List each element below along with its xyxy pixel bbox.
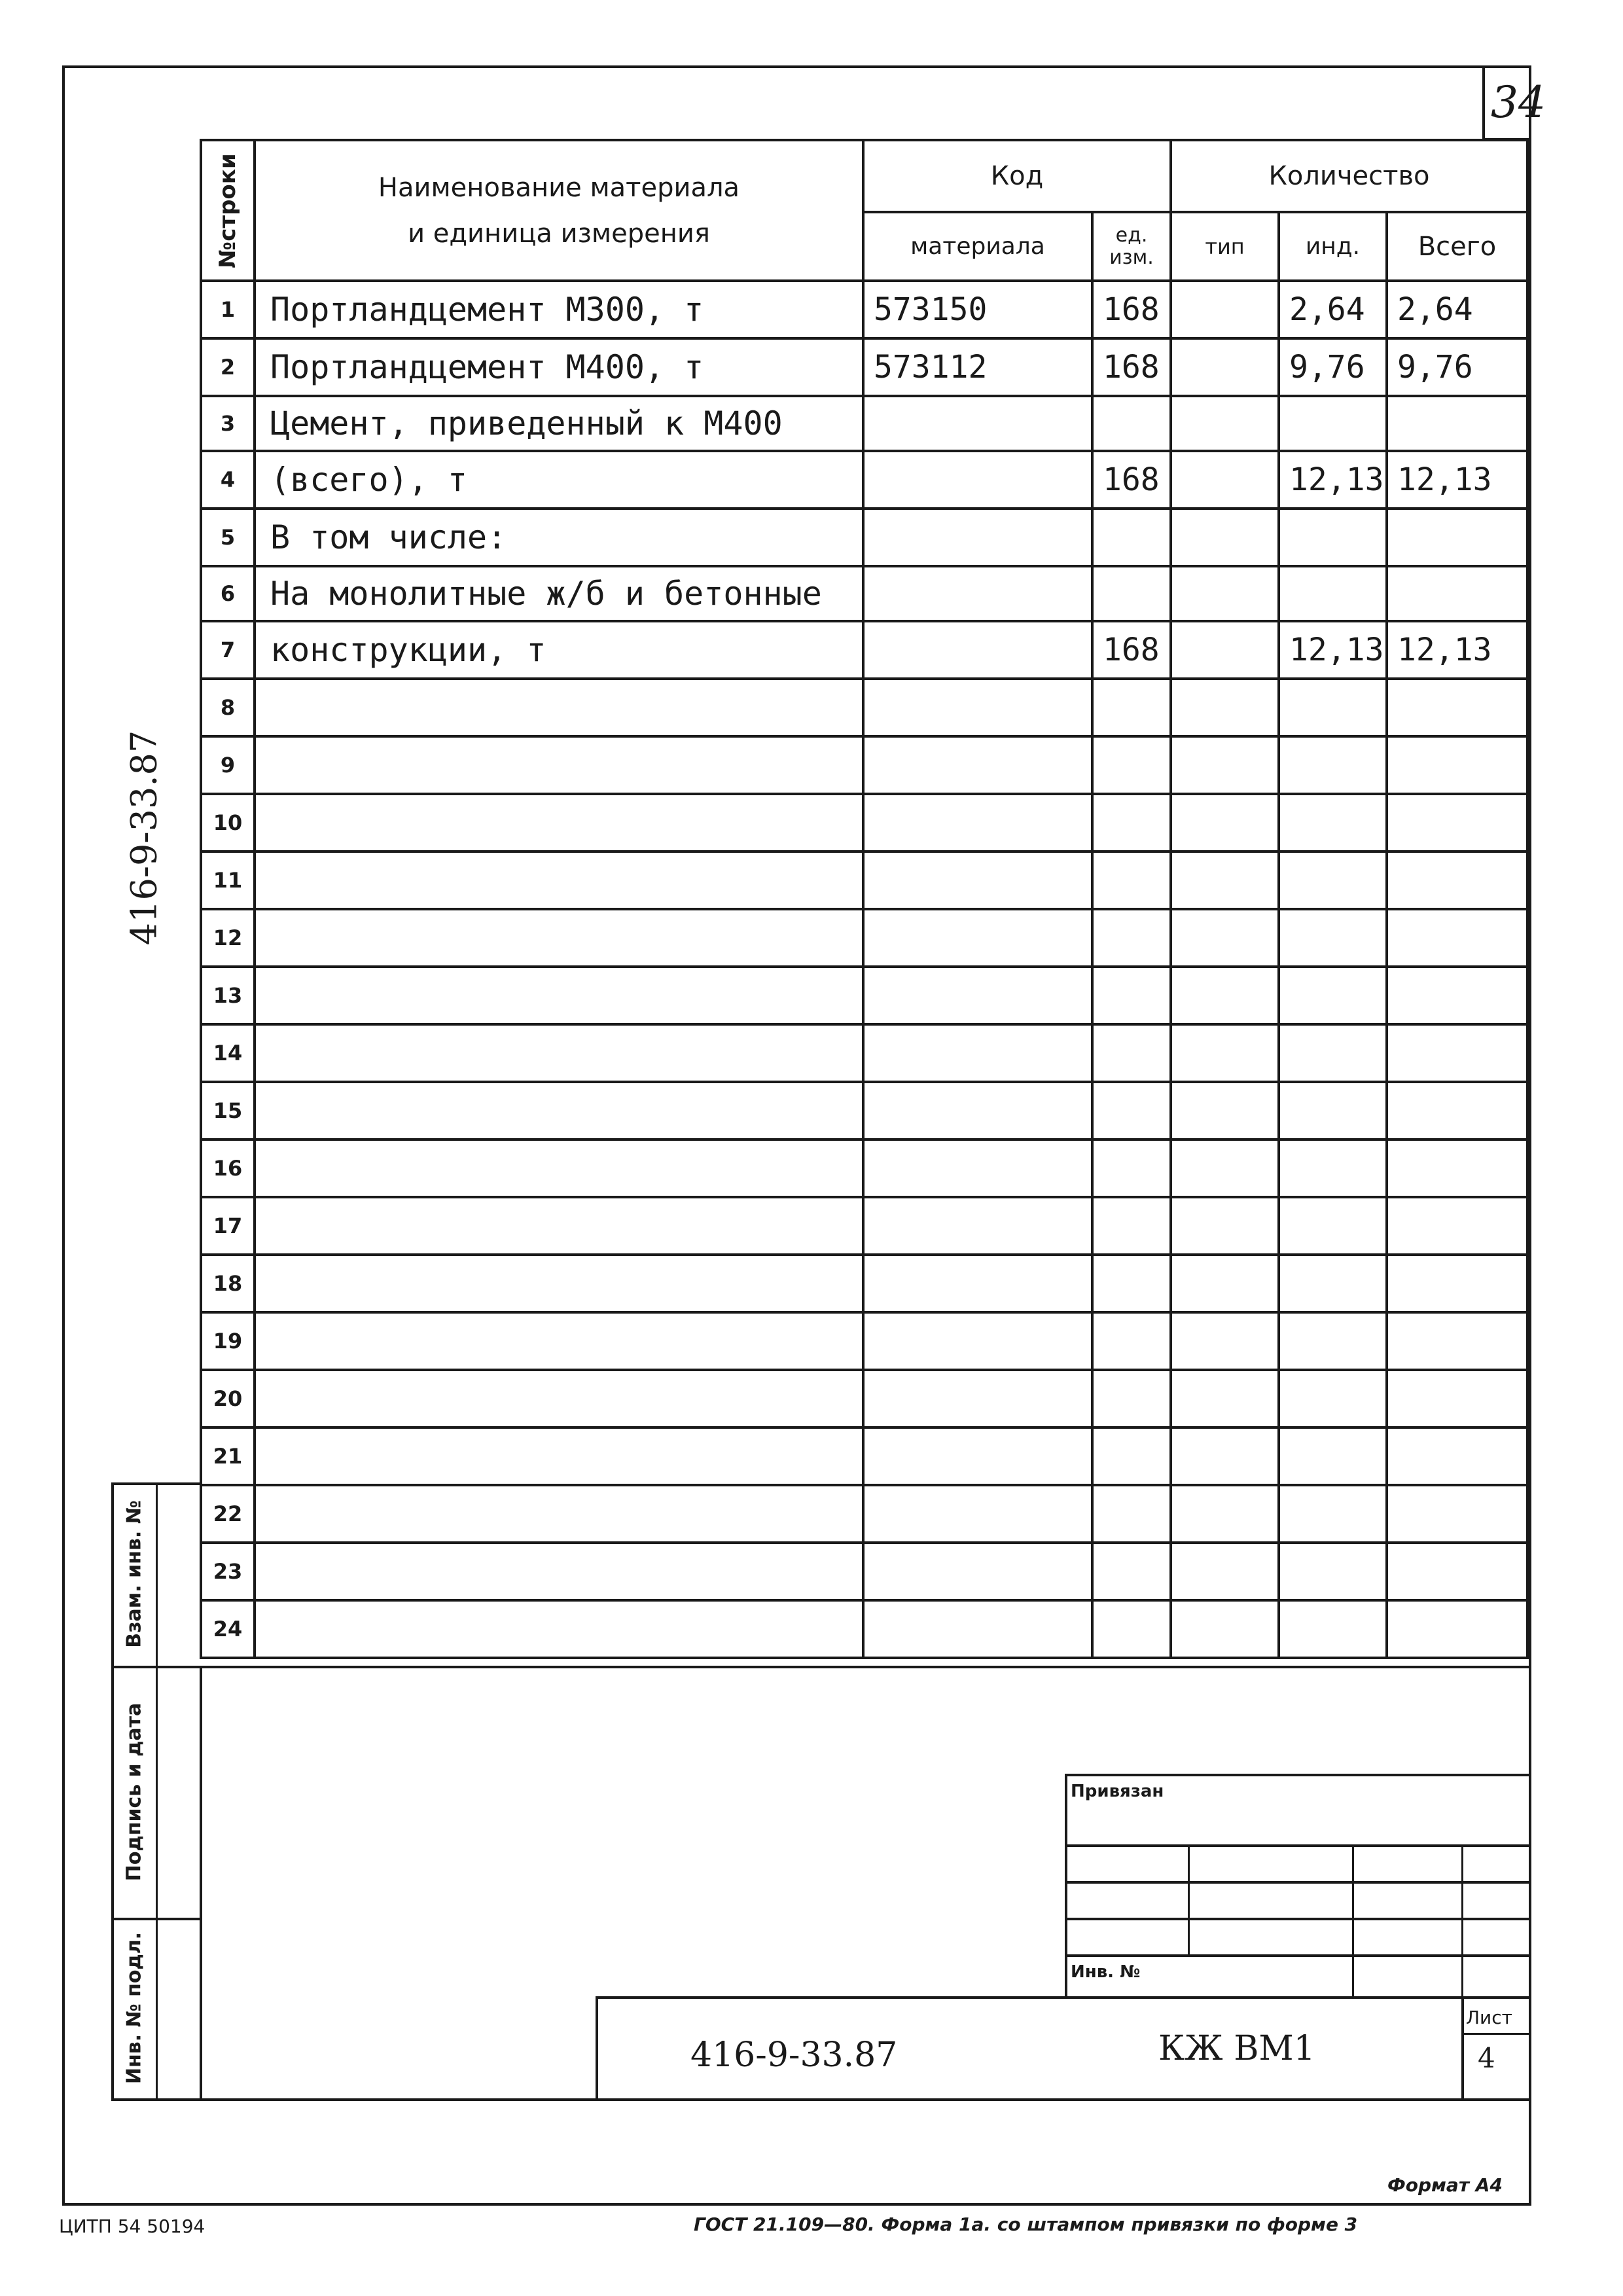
cell-ind — [1279, 679, 1387, 736]
table-row — [201, 736, 1527, 794]
cell-code — [863, 1139, 1092, 1197]
sheet-label: Лист — [1466, 2007, 1512, 2028]
margin-strip-line — [156, 1482, 158, 2101]
cell-code — [863, 1082, 1092, 1139]
table-row — [201, 451, 1527, 509]
cell-unit — [1092, 852, 1171, 909]
cell-total — [1387, 679, 1527, 736]
bottom-area-line — [200, 2098, 1531, 2101]
cell-ind — [1279, 1485, 1387, 1543]
row-number: 20 — [201, 1370, 255, 1427]
cell-total — [1387, 566, 1527, 621]
row-number: 4 — [201, 451, 255, 509]
stamp-line — [1352, 1844, 1354, 1996]
row-number: 11 — [201, 852, 255, 909]
stamp-line — [1461, 1844, 1463, 1996]
cell-code — [863, 852, 1092, 909]
stamp-line — [1065, 1774, 1531, 1776]
cell-code — [863, 1024, 1092, 1082]
cell-type — [1171, 338, 1279, 396]
table-row — [201, 1312, 1527, 1370]
cell-total — [1387, 794, 1527, 852]
table-row — [201, 1082, 1527, 1139]
header-type: тип — [1171, 212, 1279, 281]
cell-unit — [1092, 1543, 1171, 1600]
bottom-area-line — [200, 1666, 1531, 1668]
cell-total — [1387, 1139, 1527, 1197]
row-number: 5 — [201, 509, 255, 566]
title-block-line — [1461, 2033, 1531, 2035]
cell-type — [1171, 679, 1279, 736]
cell-total — [1387, 1024, 1527, 1082]
material-name — [255, 1312, 863, 1370]
org-code: ЦИТП 54 50194 — [59, 2215, 205, 2237]
cell-code — [863, 1255, 1092, 1312]
row-number: 2 — [201, 338, 255, 396]
cell-code: 573112 — [863, 338, 1092, 396]
cell-type — [1171, 1255, 1279, 1312]
cell-type — [1171, 1600, 1279, 1658]
cell-type — [1171, 1197, 1279, 1255]
cell-unit — [1092, 794, 1171, 852]
cell-type — [1171, 566, 1279, 621]
cell-unit — [1092, 1024, 1171, 1082]
cell-total: 2,64 — [1387, 281, 1527, 338]
margin-strip-line — [111, 1482, 114, 2101]
cell-code — [863, 509, 1092, 566]
material-name — [255, 1082, 863, 1139]
cell-code — [863, 566, 1092, 621]
table-row — [201, 1370, 1527, 1427]
row-number: 24 — [201, 1600, 255, 1658]
row-number: 13 — [201, 967, 255, 1024]
cell-ind — [1279, 1082, 1387, 1139]
cell-total: 12,13 — [1387, 621, 1527, 679]
cell-ind — [1279, 1255, 1387, 1312]
header-code: Код — [863, 140, 1171, 212]
cell-ind — [1279, 1427, 1387, 1485]
cell-unit — [1092, 909, 1171, 967]
cell-unit — [1092, 1197, 1171, 1255]
title-document-code: 416-9-33.87 — [690, 2036, 898, 2075]
cell-unit — [1092, 566, 1171, 621]
row-number: 15 — [201, 1082, 255, 1139]
cell-unit — [1092, 396, 1171, 451]
row-number: 8 — [201, 679, 255, 736]
cell-type — [1171, 396, 1279, 451]
cell-ind — [1279, 852, 1387, 909]
cell-total: 12,13 — [1387, 451, 1527, 509]
cell-type — [1171, 1139, 1279, 1197]
cell-unit — [1092, 736, 1171, 794]
material-name — [255, 1255, 863, 1312]
gost-reference: ГОСТ 21.109—80. Форма 1а. со штампом привязки по форме 3 — [694, 2214, 1358, 2235]
cell-ind — [1279, 1197, 1387, 1255]
materials-table — [200, 139, 1529, 1659]
header-unit: ед. изм. — [1092, 212, 1171, 281]
row-number: 3 — [201, 396, 255, 451]
table-row — [201, 967, 1527, 1024]
title-block-line — [596, 1996, 598, 2101]
header-ind: инд. — [1279, 212, 1387, 281]
cell-unit — [1092, 1139, 1171, 1197]
material-name: Портландцемент М400, т — [255, 338, 863, 396]
cell-unit — [1092, 1427, 1171, 1485]
cell-code — [863, 1370, 1092, 1427]
cell-ind — [1279, 1139, 1387, 1197]
cell-ind: 9,76 — [1279, 338, 1387, 396]
cell-type — [1171, 451, 1279, 509]
cell-ind — [1279, 736, 1387, 794]
cell-ind — [1279, 909, 1387, 967]
cell-code — [863, 1600, 1092, 1658]
cell-type — [1171, 1024, 1279, 1082]
cell-type — [1171, 794, 1279, 852]
cell-type — [1171, 736, 1279, 794]
row-number: 21 — [201, 1427, 255, 1485]
cell-ind — [1279, 566, 1387, 621]
title-document-mark: КЖ ВМ1 — [1158, 2029, 1315, 2068]
cell-total — [1387, 1370, 1527, 1427]
cell-total — [1387, 736, 1527, 794]
cell-total — [1387, 396, 1527, 451]
cell-total — [1387, 1312, 1527, 1370]
material-name — [255, 909, 863, 967]
table-row — [201, 852, 1527, 909]
row-number: 7 — [201, 621, 255, 679]
cell-ind: 12,13 — [1279, 451, 1387, 509]
cell-code — [863, 1543, 1092, 1600]
cell-total — [1387, 1427, 1527, 1485]
material-name — [255, 1139, 863, 1197]
cell-code — [863, 967, 1092, 1024]
material-name — [255, 679, 863, 736]
table-row — [201, 1255, 1527, 1312]
label-inv-original: Инв. № подл. — [122, 1931, 146, 2085]
material-name — [255, 1427, 863, 1485]
material-name: (всего), т — [255, 451, 863, 509]
cell-unit — [1092, 509, 1171, 566]
row-number: 16 — [201, 1139, 255, 1197]
cell-code — [863, 1197, 1092, 1255]
cell-type — [1171, 1312, 1279, 1370]
cell-ind: 12,13 — [1279, 621, 1387, 679]
table-row — [201, 566, 1527, 621]
table-row — [201, 1543, 1527, 1600]
cell-type — [1171, 909, 1279, 967]
stamp-linked-label: Привязан — [1071, 1782, 1164, 1801]
material-name: На монолитные ж/б и бетонные — [255, 566, 863, 621]
cell-total — [1387, 1082, 1527, 1139]
label-signature-date: Подпись и дата — [122, 1702, 146, 1882]
cell-unit — [1092, 679, 1171, 736]
row-number: 12 — [201, 909, 255, 967]
sheet-number: 34 — [1491, 77, 1546, 128]
stamp-line — [1188, 1844, 1190, 1954]
cell-unit: 168 — [1092, 451, 1171, 509]
table-row — [201, 338, 1527, 396]
table-row — [201, 1427, 1527, 1485]
cell-unit — [1092, 1255, 1171, 1312]
material-name — [255, 736, 863, 794]
format-label: Формат А4 — [1387, 2174, 1503, 2196]
table-row — [201, 1139, 1527, 1197]
material-name — [255, 1370, 863, 1427]
cell-total — [1387, 852, 1527, 909]
row-number: 23 — [201, 1543, 255, 1600]
cell-unit: 168 — [1092, 621, 1171, 679]
cell-unit — [1092, 1082, 1171, 1139]
cell-code — [863, 1485, 1092, 1543]
header-row-number: №строки — [201, 140, 255, 281]
cell-code — [863, 679, 1092, 736]
table-row — [201, 679, 1527, 736]
table-row — [201, 909, 1527, 967]
material-name: Портландцемент М300, т — [255, 281, 863, 338]
cell-code — [863, 794, 1092, 852]
row-number: 6 — [201, 566, 255, 621]
cell-code — [863, 736, 1092, 794]
cell-type — [1171, 1082, 1279, 1139]
table-row — [201, 509, 1527, 566]
material-name — [255, 852, 863, 909]
cell-code — [863, 396, 1092, 451]
side-document-number: 416-9-33.87 — [123, 730, 165, 946]
cell-code — [863, 1427, 1092, 1485]
row-number: 9 — [201, 736, 255, 794]
cell-code: 573150 — [863, 281, 1092, 338]
cell-ind — [1279, 1600, 1387, 1658]
material-name — [255, 1024, 863, 1082]
table-row — [201, 1485, 1527, 1543]
stamp-inv-label: Инв. № — [1071, 1962, 1141, 1982]
material-name: В том числе: — [255, 509, 863, 566]
sheet-value: 4 — [1478, 2042, 1495, 2074]
cell-type — [1171, 1485, 1279, 1543]
cell-type — [1171, 281, 1279, 338]
header-material-code: материала — [863, 212, 1092, 281]
cell-code — [863, 1312, 1092, 1370]
table-row — [201, 1024, 1527, 1082]
cell-ind — [1279, 1543, 1387, 1600]
row-number: 10 — [201, 794, 255, 852]
material-name — [255, 1600, 863, 1658]
cell-code — [863, 451, 1092, 509]
cell-ind — [1279, 1024, 1387, 1082]
cell-ind — [1279, 396, 1387, 451]
row-number: 1 — [201, 281, 255, 338]
cell-total — [1387, 1255, 1527, 1312]
material-name — [255, 967, 863, 1024]
stamp-line — [1065, 1774, 1067, 1996]
material-name — [255, 1543, 863, 1600]
cell-unit — [1092, 1312, 1171, 1370]
cell-unit: 168 — [1092, 281, 1171, 338]
cell-unit — [1092, 1370, 1171, 1427]
header-material-name: Наименование материала и единица измерения — [255, 140, 863, 281]
header-quantity: Количество — [1171, 140, 1527, 212]
table-row — [201, 1600, 1527, 1658]
cell-total — [1387, 509, 1527, 566]
cell-total — [1387, 1543, 1527, 1600]
header-total: Всего — [1387, 212, 1527, 281]
material-name: Цемент, приведенный к М400 — [255, 396, 863, 451]
cell-ind: 2,64 — [1279, 281, 1387, 338]
cell-ind — [1279, 1312, 1387, 1370]
material-name: конструкции, т — [255, 621, 863, 679]
margin-strip-line — [200, 1666, 202, 2101]
cell-total — [1387, 909, 1527, 967]
cell-ind — [1279, 509, 1387, 566]
material-name — [255, 1485, 863, 1543]
cell-unit — [1092, 967, 1171, 1024]
cell-total — [1387, 1600, 1527, 1658]
row-number: 18 — [201, 1255, 255, 1312]
table-row — [201, 281, 1527, 338]
label-replaces-inv: Взам. инв. № — [122, 1500, 146, 1648]
cell-unit — [1092, 1485, 1171, 1543]
cell-type — [1171, 1543, 1279, 1600]
title-block-line — [1461, 1996, 1464, 2101]
cell-unit: 168 — [1092, 338, 1171, 396]
table-row — [201, 1197, 1527, 1255]
table-row — [201, 396, 1527, 451]
row-number: 14 — [201, 1024, 255, 1082]
row-number: 22 — [201, 1485, 255, 1543]
cell-code — [863, 909, 1092, 967]
row-number: 19 — [201, 1312, 255, 1370]
cell-type — [1171, 967, 1279, 1024]
cell-type — [1171, 1427, 1279, 1485]
title-block-line — [596, 1996, 1531, 1999]
cell-total — [1387, 1485, 1527, 1543]
cell-type — [1171, 1370, 1279, 1427]
cell-type — [1171, 509, 1279, 566]
cell-total — [1387, 967, 1527, 1024]
cell-total — [1387, 1197, 1527, 1255]
material-name — [255, 794, 863, 852]
cell-code — [863, 621, 1092, 679]
cell-type — [1171, 852, 1279, 909]
table-row — [201, 621, 1527, 679]
row-number: 17 — [201, 1197, 255, 1255]
cell-ind — [1279, 794, 1387, 852]
cell-ind — [1279, 1370, 1387, 1427]
cell-unit — [1092, 1600, 1171, 1658]
material-name — [255, 1197, 863, 1255]
table-row — [201, 794, 1527, 852]
cell-total: 9,76 — [1387, 338, 1527, 396]
cell-type — [1171, 621, 1279, 679]
cell-ind — [1279, 967, 1387, 1024]
